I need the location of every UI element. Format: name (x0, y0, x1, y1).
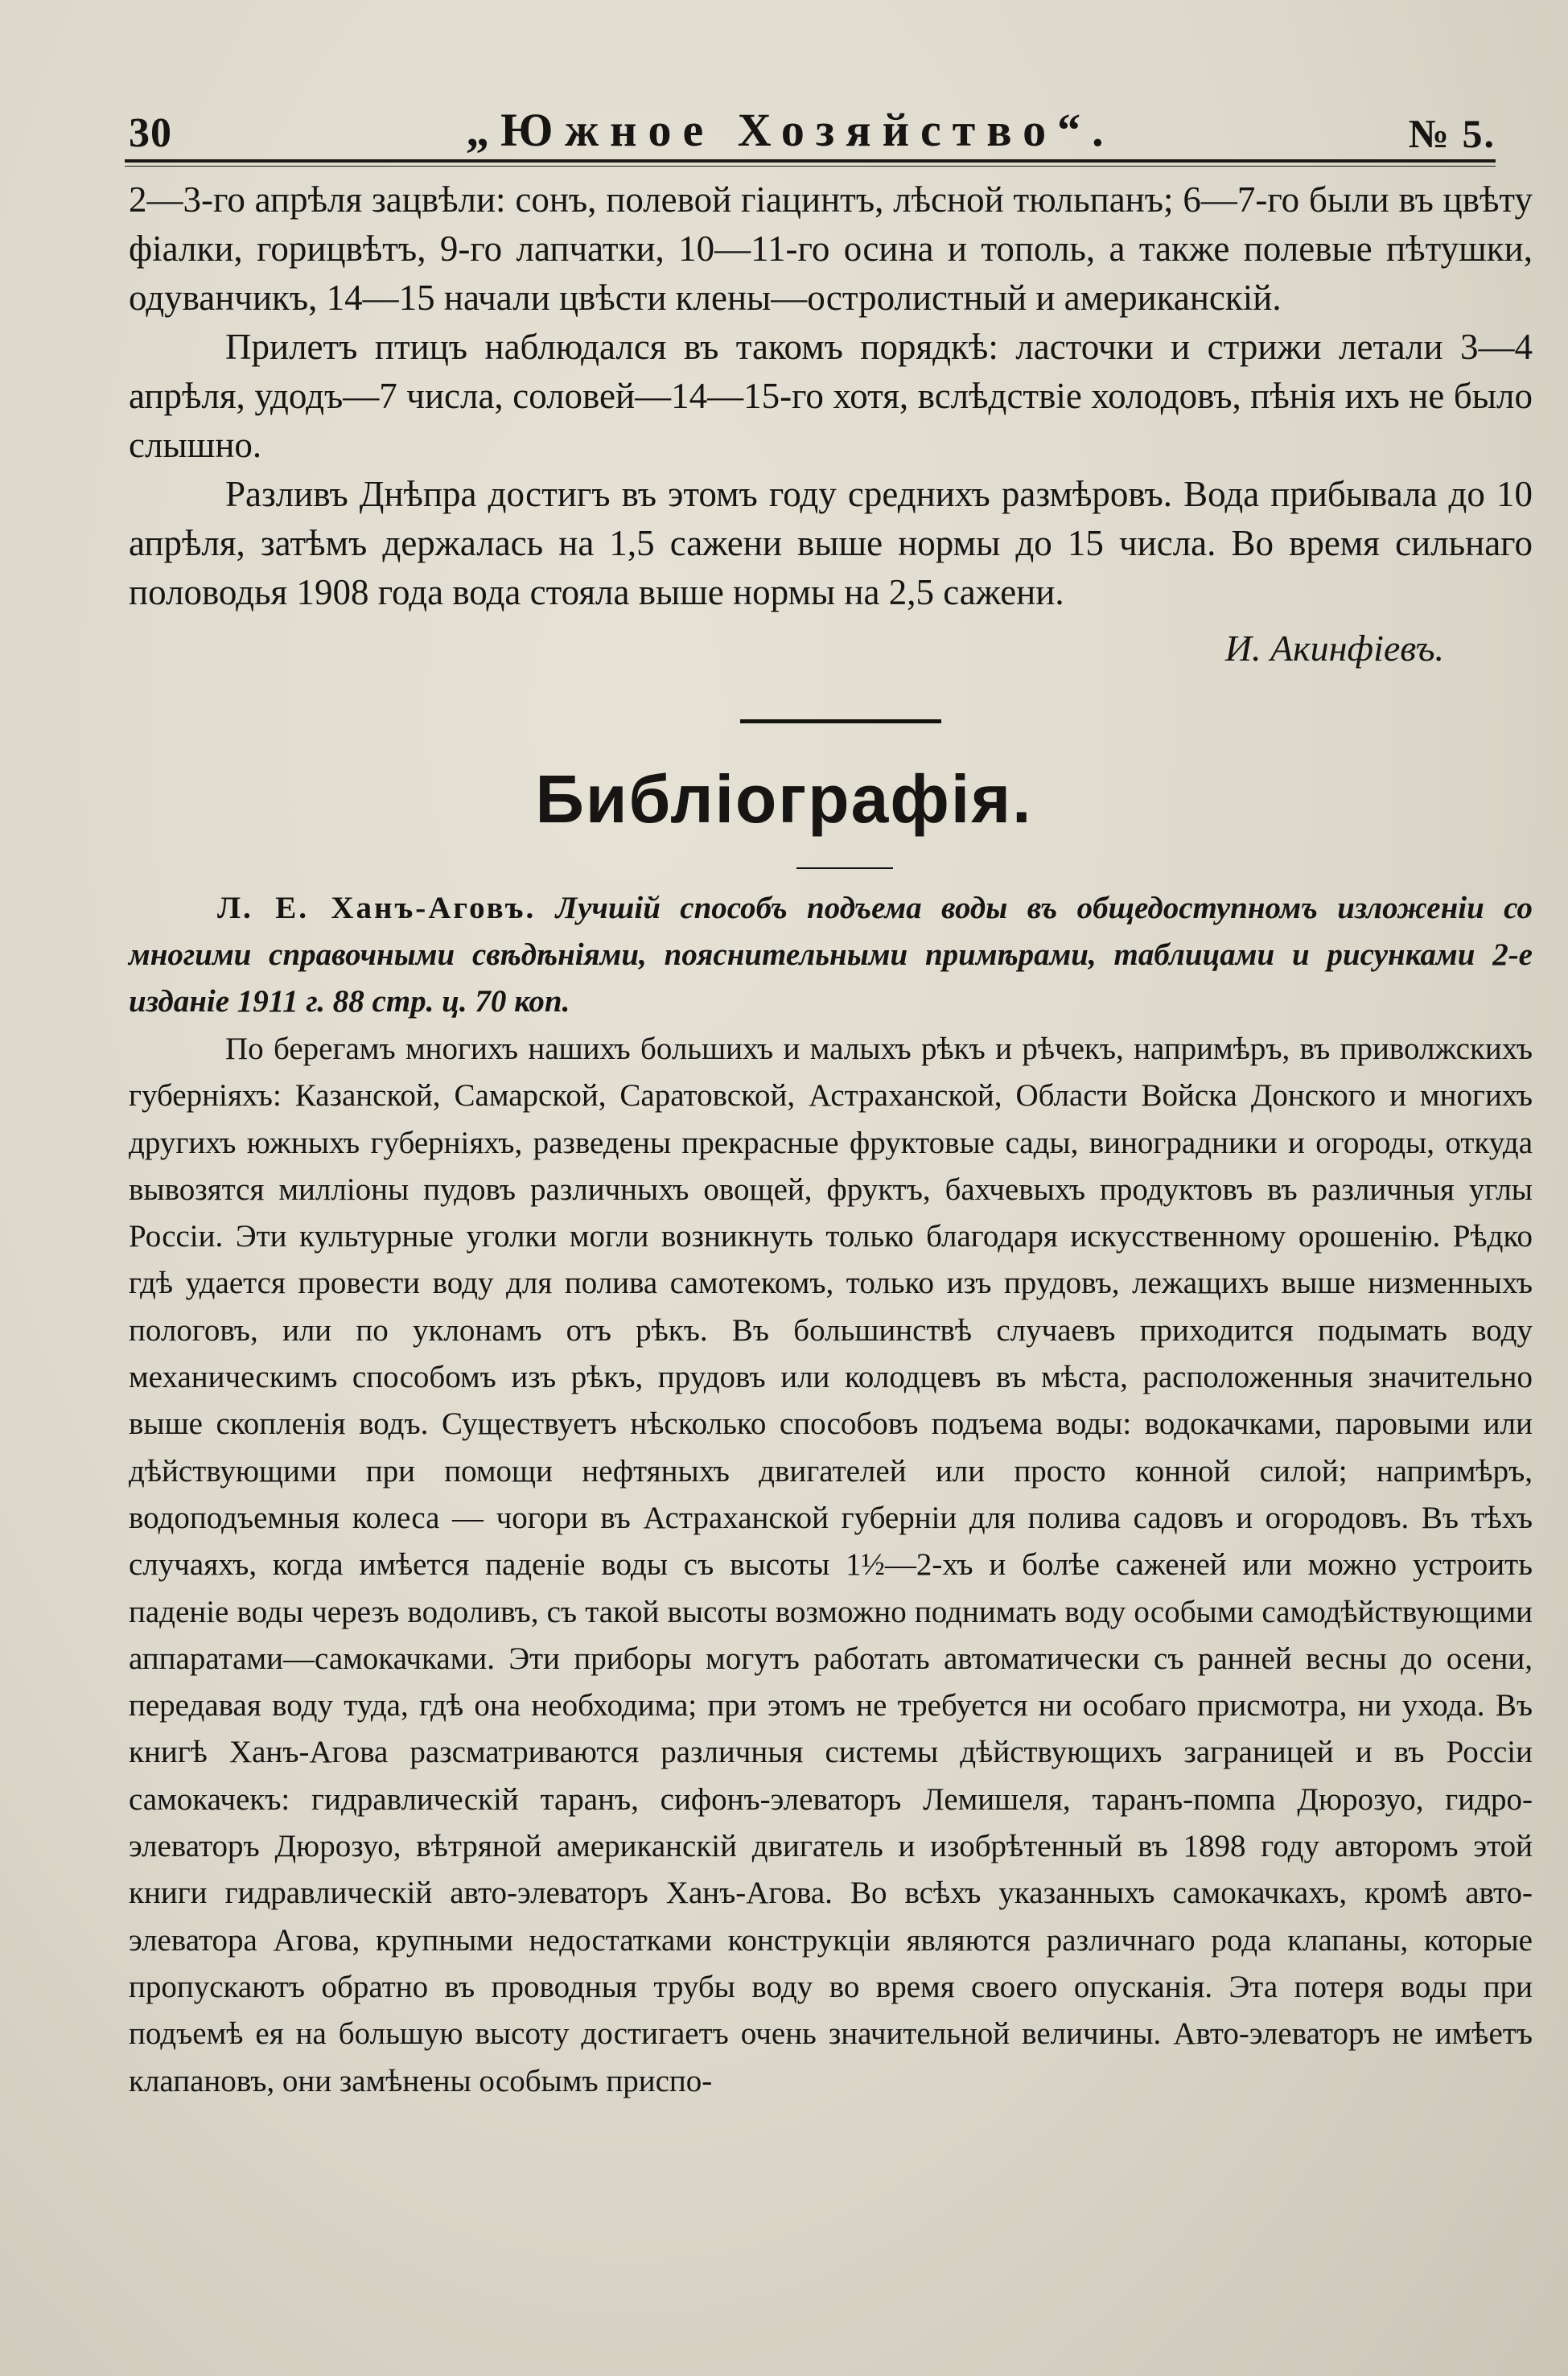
paragraph-dnieper-flood: Разливъ Днѣпра достигъ въ этомъ году среднихъ размѣровъ. Вода прибывала до 10 апрѣля, затѣмъ держалась на 1,5 сажени выше нормы до 15 числа. Во время сильнаго половодья 1908 года вода стояла выше нормы на 2,5 сажени. (129, 474, 1533, 612)
paragraph-flowering: 2—3-го апрѣля зацвѣли: сонъ, полевой гіацинтъ, лѣсной тюльпанъ; 6—7-го были въ цвѣту фіалки, горицвѣтъ, 9-го лапчатки, 10—11-го осина и тополь, а также полевые пѣтушки, одуванчикъ, 14—15 начали цвѣсти клены—остролистный и американскій. (129, 179, 1533, 318)
header-rule-thin (125, 166, 1496, 167)
paragraph-birds: Прилетъ птицъ наблюдался въ такомъ порядкѣ: ласточки и стрижи летали 3—4 апрѣля, удодъ—7 числа, соловей—14—15-го хотя, вслѣдствіе холодовъ, пѣнія ихъ не было слышно. (129, 327, 1533, 465)
running-head (129, 101, 1496, 157)
issue-number: № 5. (1408, 111, 1496, 156)
title-underline (796, 867, 893, 869)
book-entry (129, 885, 1533, 1025)
book-author: Л. Е. Ханъ-Аговъ. (217, 891, 537, 925)
phenology-report (129, 175, 1533, 673)
section-title: Библіографія. (535, 761, 1033, 837)
book-review: По берегамъ многихъ нашихъ большихъ и малыхъ рѣкъ и рѣчекъ, напримѣръ, въ приволжскихъ губерніяхъ: Казанской, Самарской, Саратовской, Астраханской, Области Войска Донского и многихъ другихъ южныхъ губерніяхъ, разведены прекрасные фруктовые сады, виноградники и огороды, откуда вывозятся милліоны пудовъ различныхъ овощей, фруктъ, бахчевыхъ продуктовъ въ различныя углы Россіи. Эти культурные уголки могли возникнуть только благодаря искусственному орошенію. Рѣдко гдѣ удается провести воду для полива самотекомъ, только изъ прудовъ, лежащихъ выше низменныхъ пологовъ, или по уклонамъ отъ рѣкъ. Въ большинствѣ случаевъ приходится подымать воду механическимъ способомъ изъ рѣкъ, прудовъ или колодцевъ въ мѣста, расположенныя значительно выше скопленія водъ. Существуетъ нѣсколько способовъ подъема воды: водокачками, паровыми или дѣйствующими при помощи нефтяныхъ двигателей или просто конной силой; напримѣръ, водоподъемныя колеса — чогори въ Астраханской губерніи для полива садовъ и огородовъ. Въ тѣхъ случаяхъ, когда имѣется паденіе воды съ высоты 1½—2-хъ и болѣе саженей или можно устроить паденіе воды черезъ водоливъ, съ такой высоты возможно поднимать воду особыми самодѣйствующими аппаратами—самокачками. Эти приборы могутъ работать автоматически съ ранней весны до осени, передавая воду туда, гдѣ она необходима; при этомъ не требуется ни особаго присмотра, ни ухода. Въ книгѣ Ханъ-Агова разсматриваются различныя системы дѣйствующихъ заграницей и въ Россіи самокачекъ: гидравлическій таранъ, сифонъ-элеваторъ Лемишеля, таранъ-помпа Дюрозуо, гидро-элеваторъ Дюрозуо, вѣтряной американскій двигатель и изобрѣтенный въ 1898 году авторомъ этой книги гидравлическій авто-элеваторъ Ханъ-Агова. Во всѣхъ указанныхъ самокачкахъ, кромѣ авто-элеватора Агова, крупными недостатками конструкціи являются различнаго рода клапаны, которые пропускаютъ обратно въ проводныя трубы воду во время своего опусканія. Эта потеря воды при подъемѣ ея на большую высоту достигаетъ очень значительной величины. Авто-элеваторъ не имѣетъ клапановъ, они замѣнены особымъ приспо- (129, 1032, 1533, 2098)
section-divider (740, 719, 941, 723)
page-number: 30 (129, 110, 172, 156)
journal-title: „Южное Хозяйство“. (466, 104, 1115, 156)
book-description: Лучшій способъ подъема воды въ общедоступномъ изложеніи со многими справочными свѣдѣніями, пояснительными примѣрами, таблицами и рисунками 2-е изданіе 1911 г. 88 стр. ц. 70 коп. (129, 891, 1533, 1019)
header-rule (125, 159, 1496, 163)
author-signature: И. Акинфіевъ. (1224, 628, 1444, 669)
